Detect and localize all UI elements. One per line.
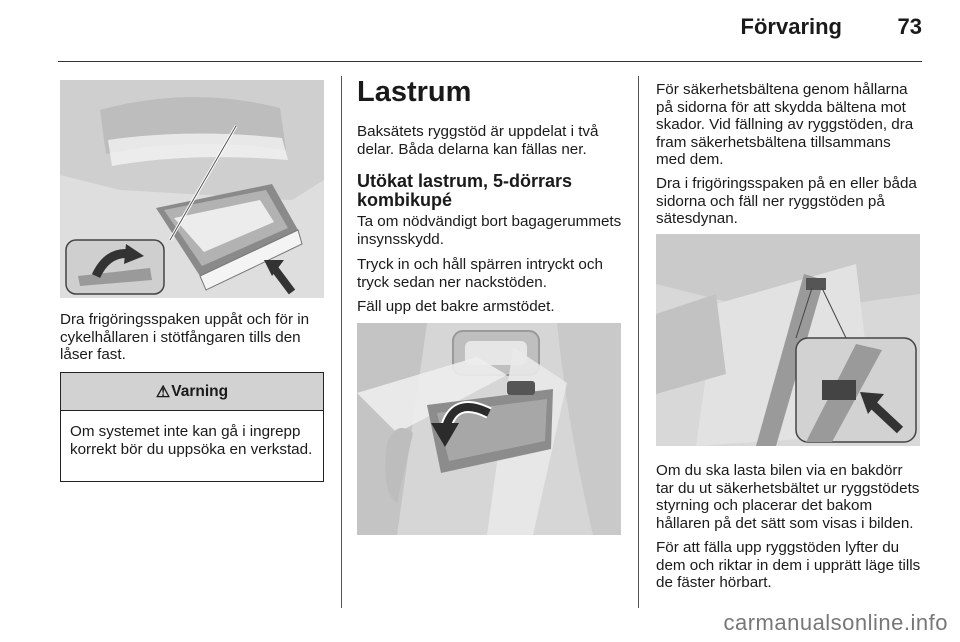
- header-rule: [58, 61, 922, 62]
- headrest-release-illustration: [357, 323, 621, 535]
- release-lever-text: Dra i frigöringsspaken på en eller båda sidorna och fäll ner ryggstöden på sätesdynan.: [656, 175, 917, 227]
- page-number: 73: [897, 14, 922, 39]
- watermark: carmanualsonline.info: [723, 610, 948, 635]
- column-divider-2: [638, 76, 639, 608]
- bike-carrier-illustration: [60, 80, 324, 298]
- warning-triangle-icon: ⚠: [155, 383, 171, 401]
- belt-holder-text: För säkerhetsbältena genom hållarna på sidorna för att skydda bältena mot skador. Vid fällning av ryggstöden, dra fram säkerhetsbältena tillsammans med dem.: [656, 81, 914, 168]
- step-3-text: Fäll upp det bakre armstödet.: [357, 298, 555, 315]
- seatbelt-guide-illustration: [656, 234, 920, 446]
- page-title: Förvaring: [740, 14, 842, 39]
- column-divider-1: [341, 76, 342, 608]
- intro-text: Baksätets ryggstöd är uppdelat i två delar. Båda delarna kan fällas ner.: [357, 123, 599, 158]
- step-2-text: Tryck in och håll spärren intryckt och tryck sedan ner nackstöden.: [357, 256, 603, 291]
- section-heading: Lastrum: [357, 76, 472, 108]
- caption-text: Dra frigöringsspaken uppåt och för in cykelhållaren i stötfångaren tills den låser fast.: [60, 311, 310, 363]
- subheading: Utökat lastrum, 5-dörrars kombikupé: [357, 171, 573, 210]
- warning-box: [60, 372, 324, 482]
- step-1-text: Ta om nödvändigt bort bagagerummets insynsskydd.: [357, 213, 622, 248]
- rear-door-loading-text: Om du ska lasta bilen via en bakdörr tar du ut säkerhetsbältet ur ryggstödets styrning och placerar det bakom hållaren på det sätt som visas i bilden.: [656, 462, 920, 532]
- raise-backrest-text: För att fälla upp ryggstöden lyfter du dem och riktar in dem i upprätt läge tills de fäster hörbart.: [656, 539, 921, 591]
- warning-title: Varning: [171, 382, 229, 400]
- warning-text: Om systemet inte kan gå i ingrepp korrekt bör du uppsöka en verkstad.: [70, 423, 313, 458]
- warning-header: [61, 373, 323, 411]
